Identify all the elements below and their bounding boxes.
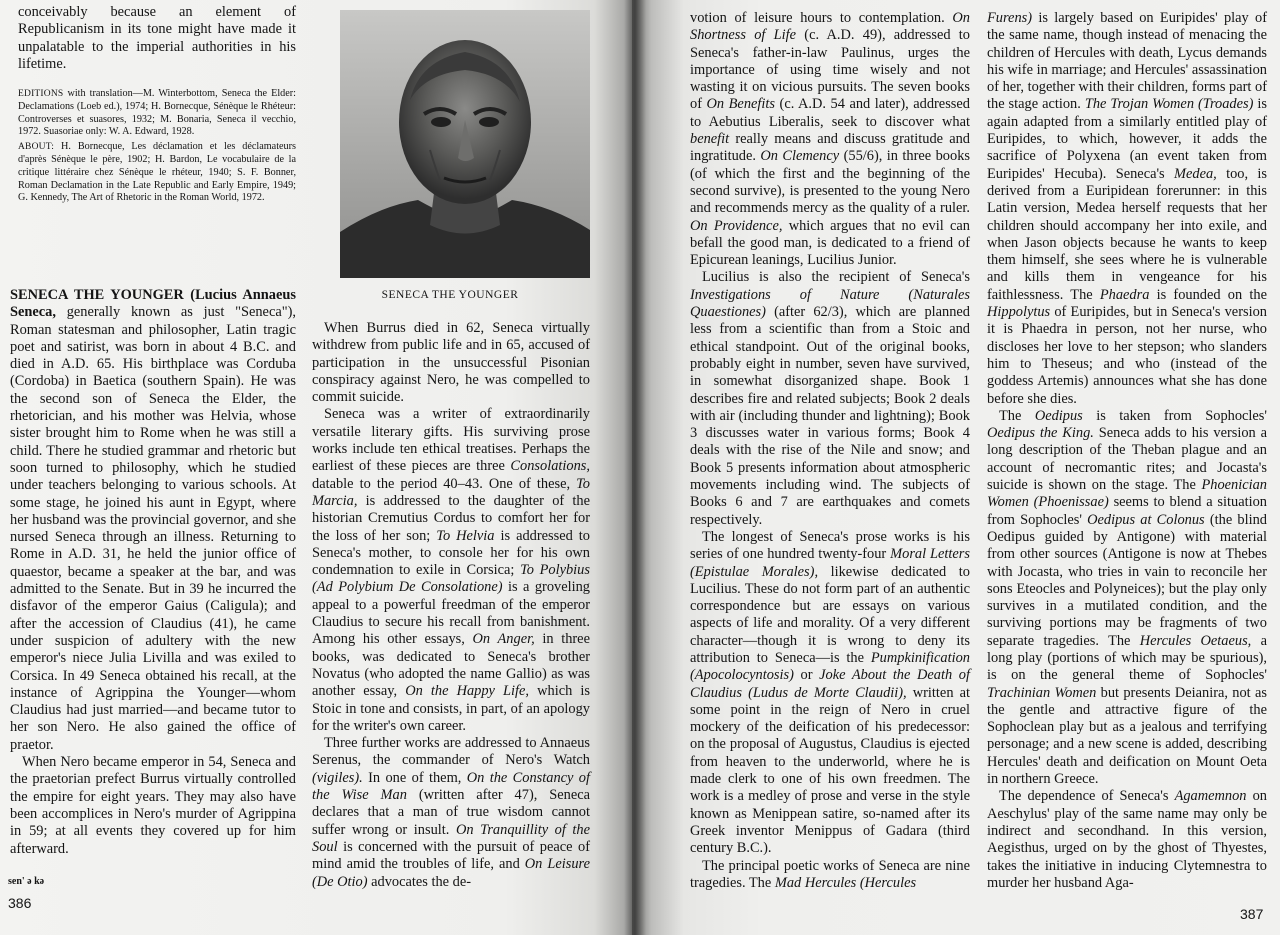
about-text: H. Bornecque, Les déclamation et les déclamateurs d'après Sénèque le père, 1902; H. Bardon, Le vocabulaire de la critique littéraire chez Sénèque le rhéteur, 1940; S. F. Bonner, Roman Declamation in the Late Republic and Early Empire, 1949; G. Kennedy, The Art of Rhetoric in the Roman World, 1972. <box>18 141 296 204</box>
column-2 <box>312 320 590 891</box>
seneca-bust-photo <box>340 10 590 278</box>
entry-heading: SENECA THE YOUNGER (Lucius Annaeus Seneca, <box>10 287 296 321</box>
left-page <box>0 0 632 935</box>
paragraph: Furens) is largely based on Euripides' play of the same name, though instead of menacing the children of Hercules with death, Lycus demands his wife in marriage; and Hercules' assassination of her, together with their children, forms part of the stage action. The Trojan Women (Troades) is again adapted from a similarly entitled play of Euripides, to which, however, it adds the sacrifice of Polyxena (an event taken from Euripides' Hecuba). Seneca's Medea, too, is derived from a Euripidean forerunner: in this Latin version, Medea herself requests that her children should accompany her into exile, and when Jason objects because he wants to keep them himself, she sees where he is vulnerable and kills them in vengeance for his faithlessness. The Phaedra is founded on the Hippolytus of Euripides, but in Seneca's version it is Phaedra in person, not her nurse, who discloses her love to her stepson; who slanders him to Theseus; and who (instead of the goddess Artemis) announces what she has done before she dies. <box>987 10 1267 407</box>
book-gutter <box>624 0 646 935</box>
paragraph: When Nero became emperor in 54, Seneca and the praetorian prefect Burrus virtually controlled the empire for eight years. They may also have been accomplices in Nero's murder of Agrippina in 59; at all events they covered up for him afterward. <box>10 754 296 857</box>
editions-label: EDITIONS <box>18 89 64 99</box>
top-continuation <box>18 4 296 73</box>
paragraph: The Oedipus is taken from Sophocles' Oedipus the King. Seneca adds to his version a long description of the Theban plague and an account of necromantic rites; and Jocasta's suicide is shown on the stage. The Phoenician Women (Phoenissae) seems to blend a situation from Sophocles' Oedipus at Colonus (the blind Oedipus guided by Antigone) with material from other sources (Antigone is now at Thebes with Jocasta, who tries in vain to reconcile her sons Eteocles and Polyneices); but the play only survives in a mutilated condition, and the surviving portions may be fragments of two separate tragedies. The Hercules Oetaeus, a long play (portions of which may be spurious), is on the general theme of Sophocles' Trachinian Women but presents Deianira, not as the gentle and attractive figure of the Sophoclean play but as a jealous and terrifying personage; and a new scene is added, describing Hercules' death and deification on Mount Oeta in northern Greece. <box>987 407 1267 788</box>
paragraph: The longest of Seneca's prose works is his series of one hundred twenty-four Moral Letters (Epistulae Morales), likewise dedicated to Lucilius. These do not form part of an authentic correspondence but are essays on various aspects of life and morality. Of a very different character—though it is wrong to deny its attribution to Seneca—is the Pumpkinification (Apocolocyntosis) or Joke About the Death of Claudius (Ludus de Morte Claudii), written at some point in the reign of Nero in cruel mockery of the deification of his predecessor: on the proposal of Augustus, Claudius is ejected from heaven to the underworld, where he is made clerk to one of his own freedmen. The work is a medley of prose and verse in the style known as Menippean satire, so-named after its Greek inventor Menippus of Gadara (third century B.C.). <box>690 528 970 857</box>
right-page <box>632 0 1280 935</box>
paragraph: The principal poetic works of Seneca are nine tragedies. The Mad Hercules (Hercules <box>690 857 970 891</box>
top-continuation-text: conceivably because an element of Republicanism in its tone might have made it unpalatable to the imperial authorities in his lifetime. <box>18 4 296 72</box>
paragraph: When Burrus died in 62, Seneca virtually withdrew from public life and in 65, accused of participation in the unsuccessful Pisonian conspiracy against Nero, he was compelled to commit suicide. <box>312 320 590 406</box>
paragraph: Three further works are addressed to Annaeus Serenus, the commander of Nero's Watch (vigiles). In one of them, On the Constancy of the Wise Man (written after 47), Seneca declares that a man of true wisdom cannot suffer wrong or insult. On Tranquillity of the Soul is concerned with the pursuit of peace of mind amid the troubles of life, and On Leisure (De Otio) advocates the de- <box>312 735 591 890</box>
about-label: ABOUT: <box>18 142 55 153</box>
seneca-bust-image <box>340 10 590 278</box>
paragraph: SENECA THE YOUNGER (Lucius Annaeus Seneca, generally known as just "Seneca"), Roman statesman and philosopher, Latin tragic poet and satirist, was born in about 4 B.C. and died in A.D. 65. His birthplace was Corduba (Cordoba) in Baetica (southern Spain). He was the second son of Seneca the Elder, the rhetorician, and his mother was Helvia, whose sister brought him to Rome when he was still a child. There he studied grammar and rhetoric but soon turned to philosophy, which he studied under teachers belonging to various schools. At some stage, he joined his aunt in Egypt, where her husband was the provincial governor, and she nursed Seneca through an illness. Returning to Rome in A.D. 31, he held the junior office of quaestor, became a speaker at the bar, and was admitted to the Senate. But in 39 he incurred the disfavor of the emperor Gaius (Caligula); and after the accession of Claudius (41), he came under suspicion of adultery with the new emperor's niece Julia Livilla and was exiled to Corsica. In 49 Seneca obtained his recall, at the instance of Agrippina the Younger—whom Claudius had just married—and became tutor to her son Nero. He also gained the office of praetor. <box>10 287 296 753</box>
paragraph: Lucilius is also the recipient of Seneca's Investigations of Nature (Naturales Quaestiones) (after 62/3), which are planned less from a scientific than from a Stoic and ethical standpoint. Out of the original books, probably eight in number, seven have survived, in somewhat disorganized shape. Book 1 describes fire and related subjects; Book 2 deals with air (including thunder and lightning); Book 3 discusses water in various forms; Book 4 deals with the rise of the Nile and snow; and Book 5 presents information about atmospheric movements including wind. The subjects of Books 6 and 7 are earthquakes and comets respectively. <box>690 269 970 528</box>
page-number-left: 386 <box>8 895 32 911</box>
column-3 <box>690 10 970 892</box>
paragraph: votion of leisure hours to contemplation. On Shortness of Life (c. A.D. 49), addressed to Seneca's father-in-law Paulinus, urges the importance of using time wisely and not wasting it on vicious pursuits. The seven books of On Benefits (c. A.D. 54 and later), addressed to Aebutius Liberalis, seek to discover what benefit really means and discuss gratitude and ingratitude. On Clemency (55/6), in three books (of which the first and the beginning of the second survive), is presented to the young Nero and recommends mercy as the quality of a ruler. On Providence, which argues that no evil can befall the good man, is dedicated to a friend of Epicurean leanings, Lucilius Junior. <box>690 10 970 269</box>
column-4 <box>987 10 1267 892</box>
paragraph: The dependence of Seneca's Agamemnon on Aeschylus' play of the same name may only be indirect and secondhand. In this version, Aegisthus, urged on by the ghost of Thyestes, takes the initiative in inducing Clytemnestra to murder her husband Aga- <box>987 788 1267 891</box>
paragraph: Seneca was a writer of extraordinarily versatile literary gifts. His surviving prose works include ten ethical treatises. Perhaps the earliest of these pieces are three Consolations, datable to the period 40–43. One of these, To Marcia, is addressed to the daughter of the historian Cremutius Cordus to comfort her for the loss of her son; To Helvia is addressed to Seneca's mother, to console her for his own condemnation to exile in Corsica; To Polybius (Ad Polybium De Consolatione) is a groveling appeal to a powerful freedman of the emperor Claudius to secure his recall from banishment. Among his other essays, On Anger, in three books, was dedicated to Seneca's brother Novatus (who adopted the name Gallio) as was another essay, On the Happy Life, which is Stoic in tone and consists, in part, of an apology for the writer's own career. <box>312 406 591 734</box>
pronunciation: sen' ə kə <box>8 876 45 887</box>
editions-text: with translation—M. Winterbottom, Seneca the Elder: Declamations (Loeb ed.), 1974; H. Bornecque, Sénèque le Rhéteur: Controverses et suasores, 1932; M. Bonaria, Seneca il vecchio, 1972. Suasoriae only: W. A. Edward, 1928. <box>18 88 297 138</box>
bibliography <box>18 88 296 207</box>
page-number-right: 387 <box>1240 906 1264 922</box>
column-1 <box>10 287 296 858</box>
photo-caption: SENECA THE YOUNGER <box>381 289 519 301</box>
